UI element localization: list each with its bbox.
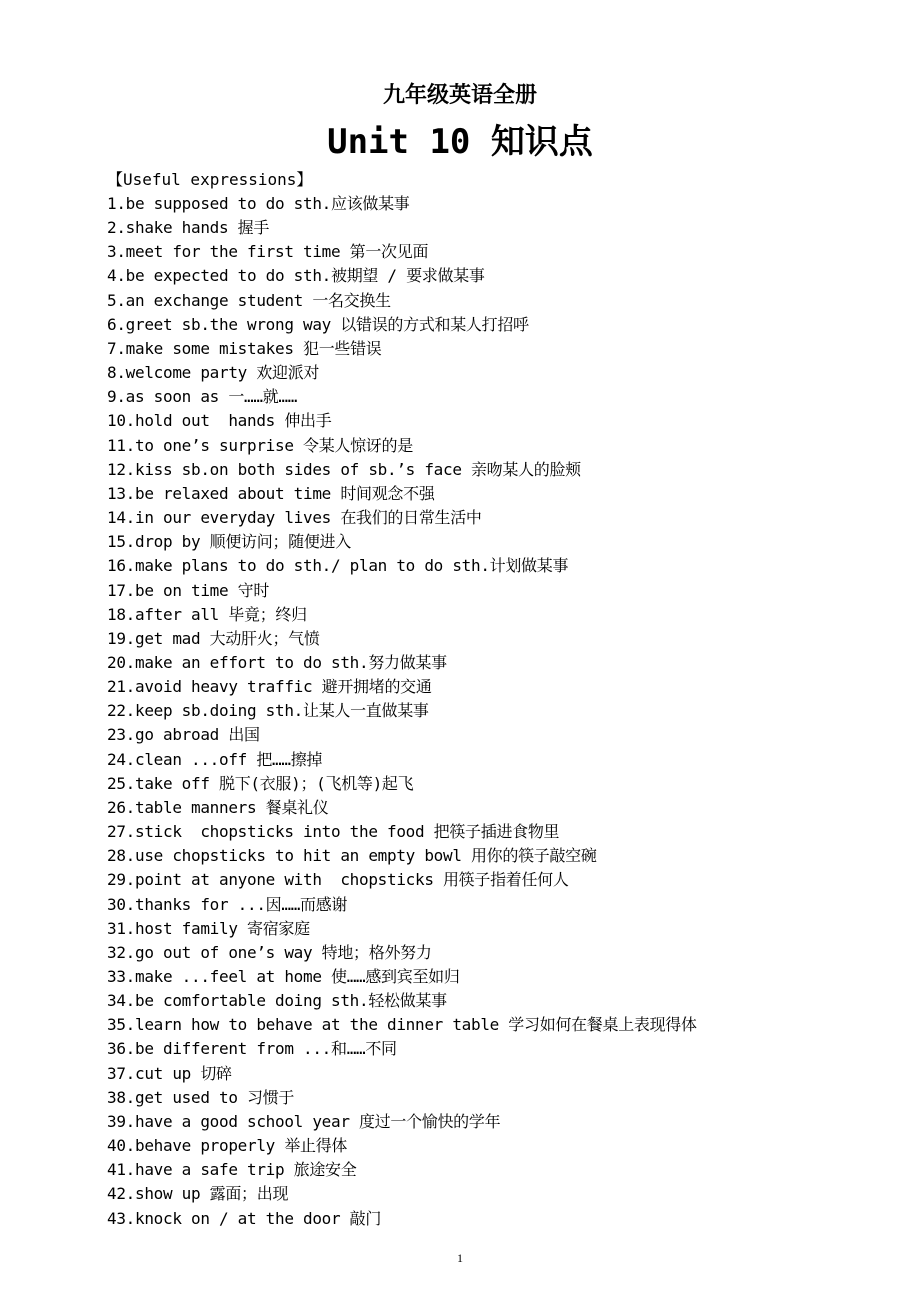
list-item: 7.make some mistakes 犯一些错误 — [107, 338, 382, 358]
list-item: 5.an exchange student 一名交换生 — [107, 290, 391, 310]
list-item: 3.meet for the first time 第一次见面 — [107, 242, 429, 262]
list-item: 30.thanks for ...因……而感谢 — [107, 894, 348, 914]
list-item: 36.be different from ...和……不同 — [107, 1039, 397, 1059]
list-item: 32.go out of one’s way 特地；格外努力 — [107, 942, 432, 962]
section-label: 【Useful expressions】 — [107, 170, 313, 189]
list-item: 29.point at anyone with chopsticks 用筷子指着任何人 — [107, 870, 569, 890]
list-item: 31.host family 寄宿家庭 — [107, 918, 310, 938]
list-item: 11.to one’s surprise 令某人惊讶的是 — [107, 435, 413, 455]
list-item: 13.be relaxed about time 时间观念不强 — [107, 483, 435, 503]
list-item: 43.knock on / at the door 敲门 — [107, 1208, 382, 1228]
list-item: 15.drop by 顺便访问；随便进入 — [107, 532, 351, 552]
list-item: 19.get mad 大动肝火；气愤 — [107, 628, 320, 648]
list-item: 26.table manners 餐桌礼仪 — [107, 797, 329, 817]
list-item: 9.as soon as 一……就…… — [107, 387, 298, 407]
list-item: 17.be on time 守时 — [107, 580, 270, 600]
list-item: 20.make an effort to do sth.努力做某事 — [107, 652, 447, 672]
list-item: 22.keep sb.doing sth.让某人一直做某事 — [107, 701, 429, 721]
list-item: 40.behave properly 举止得体 — [107, 1136, 348, 1156]
list-item: 39.have a good school year 度过一个愉快的学年 — [107, 1111, 501, 1131]
list-item: 6.greet sb.the wrong way 以错误的方式和某人打招呼 — [107, 314, 529, 334]
grade-title: 九年级英语全册 — [382, 83, 537, 108]
list-item: 28.use chopsticks to hit an empty bowl 用你的筷子敲空碗 — [107, 846, 597, 866]
list-item: 35.learn how to behave at the dinner table 学习如何在餐桌上表现得体 — [107, 1015, 697, 1035]
list-item: 23.go abroad 出国 — [107, 725, 260, 745]
list-item: 33.make ...feel at home 使……感到宾至如归 — [107, 967, 460, 986]
list-item: 18.after all 毕竟；终归 — [107, 604, 307, 624]
list-item: 2.shake hands 握手 — [107, 218, 270, 238]
unit-title: Unit 10 知识点 — [327, 122, 593, 162]
list-item: 38.get used to 习惯于 — [107, 1087, 295, 1107]
list-item: 4.be expected to do sth.被期望 / 要求做某事 — [107, 266, 485, 286]
list-item: 27.stick chopsticks into the food 把筷子插进食物里 — [107, 822, 560, 842]
list-item: 42.show up 露面；出现 — [107, 1184, 289, 1204]
list-item: 12.kiss sb.on both sides of sb.’s face 亲吻某人的脸颊 — [107, 459, 581, 479]
list-item: 21.avoid heavy traffic 避开拥堵的交通 — [107, 677, 432, 697]
list-item: 1.be supposed to do sth.应该做某事 — [107, 194, 410, 213]
list-item: 34.be comfortable doing sth.轻松做某事 — [107, 991, 447, 1011]
list-item: 16.make plans to do sth./ plan to do sth.计划做某事 — [107, 556, 569, 576]
list-item: 8.welcome party 欢迎派对 — [107, 363, 320, 383]
expressions-list — [107, 192, 697, 1231]
list-item: 41.have a safe trip 旅途安全 — [107, 1160, 357, 1180]
page-number: 1 — [457, 1251, 463, 1265]
list-item: 14.in our everyday lives 在我们的日常生活中 — [107, 508, 482, 528]
list-item: 25.take off 脱下(衣服)；(飞机等)起飞 — [107, 773, 414, 793]
list-item: 24.clean ...off 把……擦掉 — [107, 749, 323, 769]
list-item: 10.hold out hands 伸出手 — [107, 411, 332, 431]
list-item: 37.cut up 切碎 — [107, 1063, 232, 1083]
